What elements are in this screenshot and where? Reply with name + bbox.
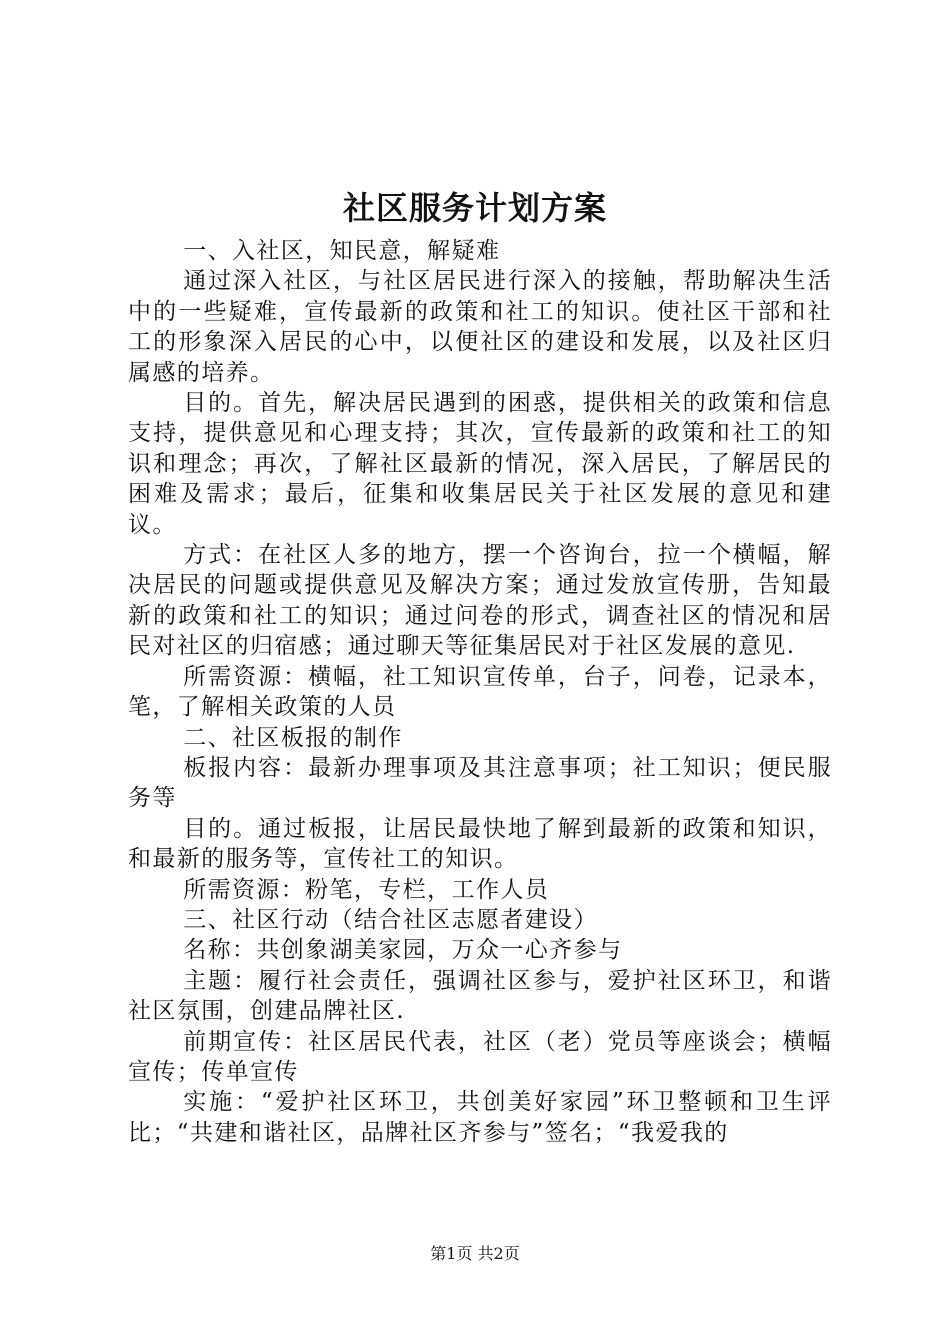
document-body: [128, 236, 832, 1148]
paragraph: 方式：在社区人多的地方，摆一个咨询台，拉一个横幅，解决居民的问题或提供意见及解决方案；通过发放宣传册，告知最新的政策和社工的知识；通过问卷的形式，调查社区的情况和居民对社区的归宿感；通过聊天等征集居民对于社区发展的意见.: [128, 542, 832, 660]
paragraph: 前期宣传：社区居民代表，社区（老）党员等座谈会；横幅宣传；传单宣传: [128, 1028, 832, 1085]
paragraph: 目的。首先，解决居民遇到的困惑，提供相关的政策和信息支持，提供意见和心理支持；其次，宣传最新的政策和社工的知识和理念；再次，了解社区最新的情况，深入居民，了解居民的困难及需求；最后，征集和收集居民关于社区发展的意见和建议。: [128, 390, 832, 538]
paragraph: 所需资源：横幅，社工知识宣传单，台子，问卷，记录本，笔，了解相关政策的人员: [128, 663, 832, 721]
section-heading: 三、社区行动（结合社区志愿者建设）: [183, 906, 598, 933]
paragraph: 名称：共创象湖美家园，万众一心齐参与: [183, 937, 623, 964]
paragraph: 板报内容：最新办理事项及其注意事项；社工知识；便民服务等: [128, 754, 832, 812]
paragraph: 通过深入社区，与社区居民进行深入的接触，帮助解决生活中的一些疑难，宣传最新的政策和社工的知识。使社区干部和社工的形象深入居民的心中，以便社区的建设和发展，以及社区归属感的培养。: [128, 268, 832, 386]
paragraph: 主题：履行社会责任，强调社区参与，爱护社区环卫，和谐社区氛围，创建品牌社区.: [128, 967, 832, 1025]
section-heading: 一、入社区，知民意，解疑难: [183, 238, 501, 264]
paragraph: 目的。通过板报，让居民最快地了解到最新的政策和知识，和最新的服务等，宣传社工的知识。: [128, 815, 832, 873]
paragraph: 所需资源：粉笔，专栏，工作人员: [183, 876, 550, 903]
document-title: 社区服务计划方案: [342, 189, 607, 227]
paragraph: 实施：“爱护社区环卫，共创美好家园”环卫整顿和卫生评比；“共建和谐社区，品牌社区齐参与”签名；“我爱我的: [128, 1089, 832, 1146]
section-heading: 二、社区板报的制作: [183, 724, 403, 751]
page-footer: 第1页 共2页: [430, 1244, 520, 1263]
